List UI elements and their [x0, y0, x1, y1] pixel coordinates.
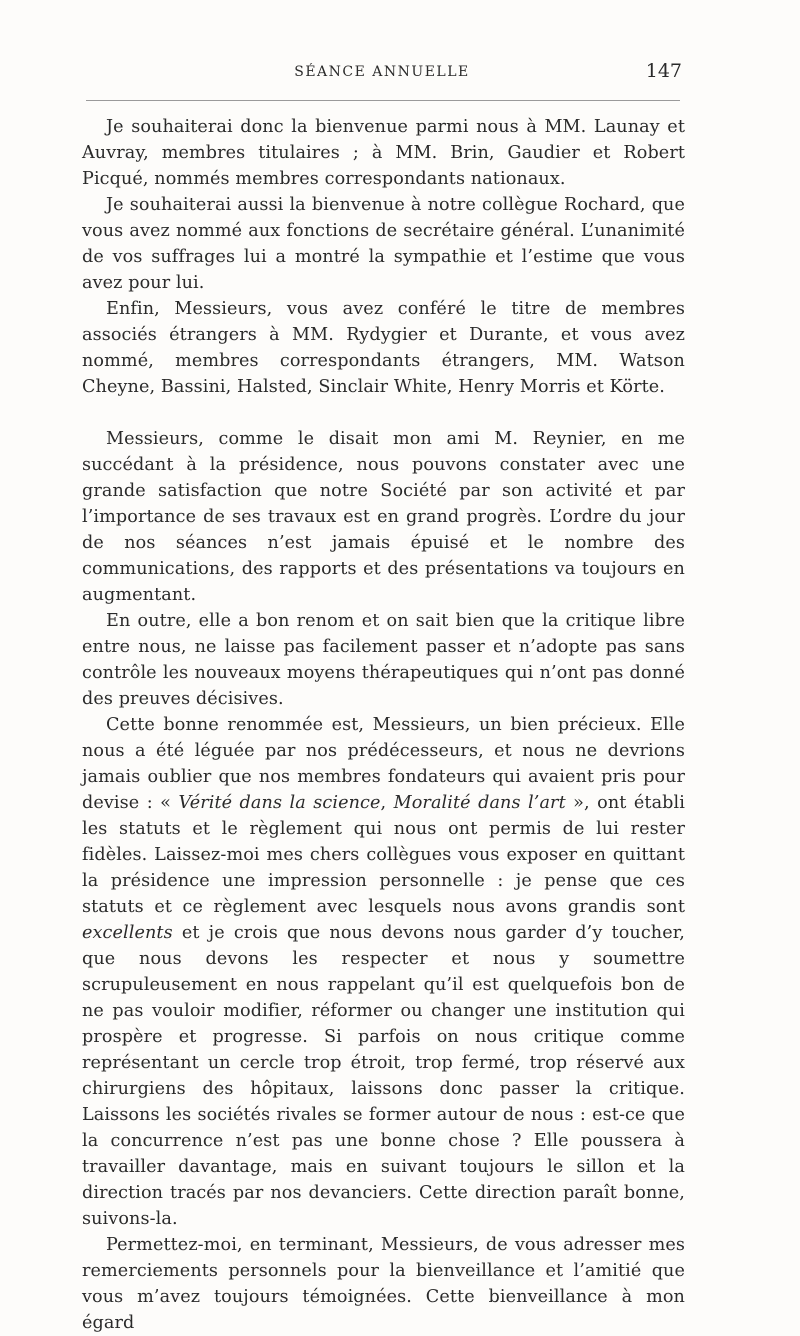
paragraph-statutes	[82, 712, 685, 1232]
motto-separator: ,	[380, 793, 394, 813]
statutes-text-end: et je crois que nous devons nous garder d’y toucher, que nous devons les respecter et nous y soumettre scrupuleusement en nous rappelant qu’il est quelquefois bon de ne pas vouloir modifier, réformer ou changer une institution qui prospère et progresse. Si parfois on nous critique comme représentant un cercle trop étroit, trop fermé, trop réservé aux chirurgiens des hôpitaux, laissons donc passer la critique. Laissons les sociétés rivales se former autour de nous : est-ce que la concurrence n’est pas une bonne chose ? Elle poussera à travailler davantage, mais en suivant toujours le sillon et la direction tracés par nos devanciers. Cette direction paraît bonne, suivons-la.	[82, 923, 685, 1229]
running-head	[82, 60, 682, 84]
page-number: 147	[645, 60, 682, 82]
body-text	[82, 114, 685, 1336]
header-rule	[86, 100, 680, 101]
emphasis-excellents: excellents	[82, 923, 173, 943]
motto-art: Moralité dans l’art	[393, 793, 566, 813]
motto-science: Vérité dans la science	[178, 793, 381, 813]
paragraph-welcome-secretary: Je souhaiterai aussi la bienvenue à notre collègue Rochard, que vous avez nommé aux fonctions de secrétaire général. L’unanimité de vos suffrages lui a montré la sympathie et l’estime que vous avez pour lui.	[82, 195, 685, 293]
paragraph-society-progress: Messieurs, comme le disait mon ami M. Reynier, en me succédant à la présidence, nous pouvons constater avec une grande satisfaction que notre Société par son activité et par l’importance de ses travaux est en grand progrès. L’ordre du jour de nos séances n’est jamais épuisé et le nombre des communications, des rapports et des présentations va toujours en augmentant.	[82, 429, 685, 605]
section-break	[82, 400, 685, 426]
running-title: SÉANCE ANNUELLE	[294, 64, 470, 80]
paragraph-welcome-members: Je souhaiterai donc la bienvenue parmi nous à MM. Launay et Auvray, membres titulaires ; à MM. Brin, Gaudier et Robert Picqué, nommés membres correspondants nationaux.	[82, 117, 685, 189]
statutes-text-middle: », ont établi les statuts et le règlement qui nous ont permis de lui rester fidèles. Laissez-moi mes chers collègues vous exposer en quittant la présidence une impression personnelle : je pense que ces statuts et ce règlement avec lesquels nous avons grandis sont	[82, 793, 685, 917]
paragraph-thanks: Permettez-moi, en terminant, Messieurs, de vous adresser mes remerciements personnels pour la bienveillance et l’amitié que vous m’avez toujours témoignées. Cette bienveillance à mon égard	[82, 1235, 685, 1333]
paragraph-foreign-members: Enfin, Messieurs, vous avez conféré le titre de membres associés étrangers à MM. Rydygier et Durante, et vous avez nommé, membres correspondants étrangers, MM. Watson Cheyne, Bassini, Halsted, Sinclair White, Henry Morris et Körte.	[82, 299, 685, 397]
paragraph-reputation: En outre, elle a bon renom et on sait bien que la critique libre entre nous, ne laisse pas facilement passer et n’adopte pas sans contrôle les nouveaux moyens thérapeutiques qui n’ont pas donné des preuves décisives.	[82, 611, 685, 709]
statutes-text-start: Cette bonne renommée est, Messieurs, un bien précieux. Elle nous a été léguée par nos prédécesseurs, et nous ne devrions jamais oublier que nos membres fondateurs qui avaient pris pour devise : «	[82, 715, 685, 813]
